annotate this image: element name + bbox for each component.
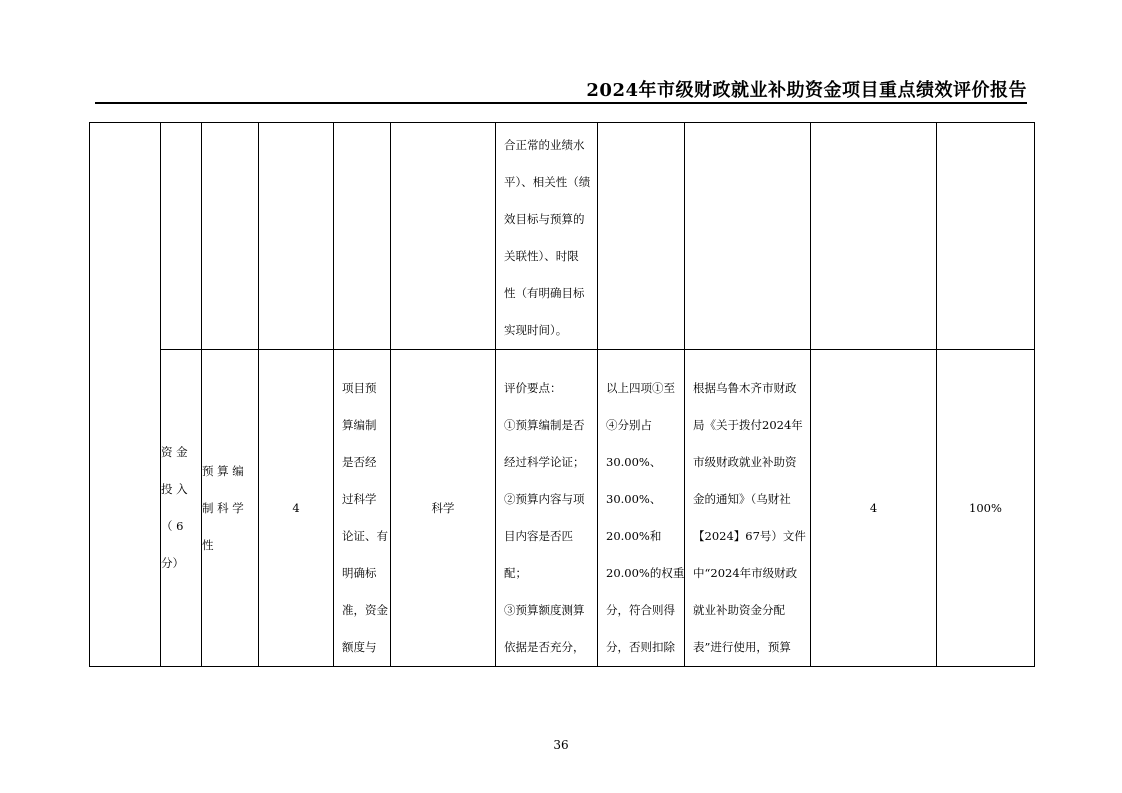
explanation-line: 效目标与预算的	[504, 212, 585, 226]
score-rate-cell	[937, 350, 1035, 667]
score-value: 4	[869, 501, 878, 515]
page-number: 36	[553, 738, 569, 752]
level1-line: （ 6	[161, 519, 184, 533]
level2-indicator-cell	[202, 123, 259, 350]
content-line: 准，资金	[342, 603, 388, 617]
report-title: 2024年市级财政就业补助资金项目重点绩效评价报告	[586, 80, 1027, 101]
target-value-cell	[391, 350, 496, 667]
basis-cell	[685, 123, 811, 350]
category-cell	[90, 123, 161, 667]
scoring-line: 20.00%的权重	[606, 566, 685, 580]
scoring-line: 30.00%、	[606, 455, 662, 469]
level1-line: 投 入	[161, 482, 188, 496]
explanation-line: 性（有明确目标	[504, 286, 585, 300]
score-rate-cell	[937, 123, 1035, 350]
content-line: 过科学	[342, 492, 377, 506]
level1-indicator-cell	[161, 123, 202, 350]
evaluation-line: 目内容是否匹	[504, 529, 573, 543]
basis-line: 中“2024年市级财政	[693, 566, 798, 580]
explanation-line: 实现时间）。	[504, 323, 568, 337]
content-line: 论证、有	[342, 529, 388, 543]
content-cell	[334, 350, 391, 667]
basis-line: 局《关于拨付2024年	[693, 418, 803, 432]
basis-line: 市级财政就业补助资	[693, 455, 797, 469]
scoring-line: 以上四项①至	[606, 381, 675, 395]
basis-line: 根据乌鲁木齐市财政	[693, 381, 797, 395]
weight-cell	[259, 123, 334, 350]
indicator-explanation-cell	[496, 123, 598, 350]
evaluation-line: ①预算编制是否	[504, 418, 585, 432]
explanation-line: 关联性）、时限	[504, 249, 579, 263]
weight-value: 4	[292, 501, 300, 515]
content-line: 算编制	[342, 418, 377, 432]
level1-line: 分）	[161, 556, 184, 570]
table-row-continued	[90, 123, 1035, 350]
target-value: 科学	[431, 501, 455, 515]
header-divider	[95, 102, 1027, 104]
evaluation-line: ③预算额度测算	[504, 603, 585, 617]
scoring-line: 分，否则扣除	[606, 640, 675, 654]
explanation-line: 合正常的业绩水	[504, 138, 585, 152]
level2-indicator-cell	[202, 350, 259, 667]
basis-line: 金的通知》（乌财社	[693, 492, 791, 506]
basis-line: 就业补助资金分配	[693, 603, 785, 617]
scoring-rule-cell	[598, 123, 685, 350]
content-line: 明确标	[342, 566, 377, 580]
content-line: 项目预	[342, 381, 377, 395]
table-row-budget-scientific	[90, 350, 1035, 667]
level1-indicator-cell	[161, 350, 202, 667]
level2-line: 预 算 编	[202, 463, 244, 478]
evaluation-table	[89, 122, 1035, 667]
score-cell	[811, 350, 937, 667]
basis-line: 表”进行使用，预算	[693, 640, 791, 654]
evaluation-line: 经过科学论证；	[504, 455, 585, 469]
level2-line: 性	[202, 537, 214, 552]
basis-line: 【2024】67号）文件	[693, 529, 806, 543]
evaluation-points-cell	[496, 350, 598, 667]
evaluation-line: ②预算内容与项	[504, 492, 585, 506]
content-cell	[334, 123, 391, 350]
scoring-rule-cell	[598, 350, 685, 667]
scoring-line: ④分别占	[606, 418, 652, 432]
weight-cell	[259, 350, 334, 667]
content-line: 是否经	[342, 455, 377, 469]
level1-line: 资 金	[161, 445, 188, 459]
score-rate-value: 100%	[969, 501, 1002, 515]
score-cell	[811, 123, 937, 350]
level2-line: 制 科 学	[202, 500, 244, 515]
content-line: 额度与	[342, 640, 377, 654]
basis-cell	[685, 350, 811, 667]
evaluation-line: 配；	[504, 566, 527, 580]
evaluation-line: 依据是否充分，	[504, 640, 585, 654]
scoring-line: 20.00%和	[606, 529, 662, 543]
scoring-line: 分，符合则得	[606, 603, 675, 617]
scoring-line: 30.00%、	[606, 492, 662, 506]
explanation-line: 平）、相关性（绩	[504, 175, 591, 189]
target-value-cell	[391, 123, 496, 350]
evaluation-line: 评价要点：	[504, 381, 562, 395]
